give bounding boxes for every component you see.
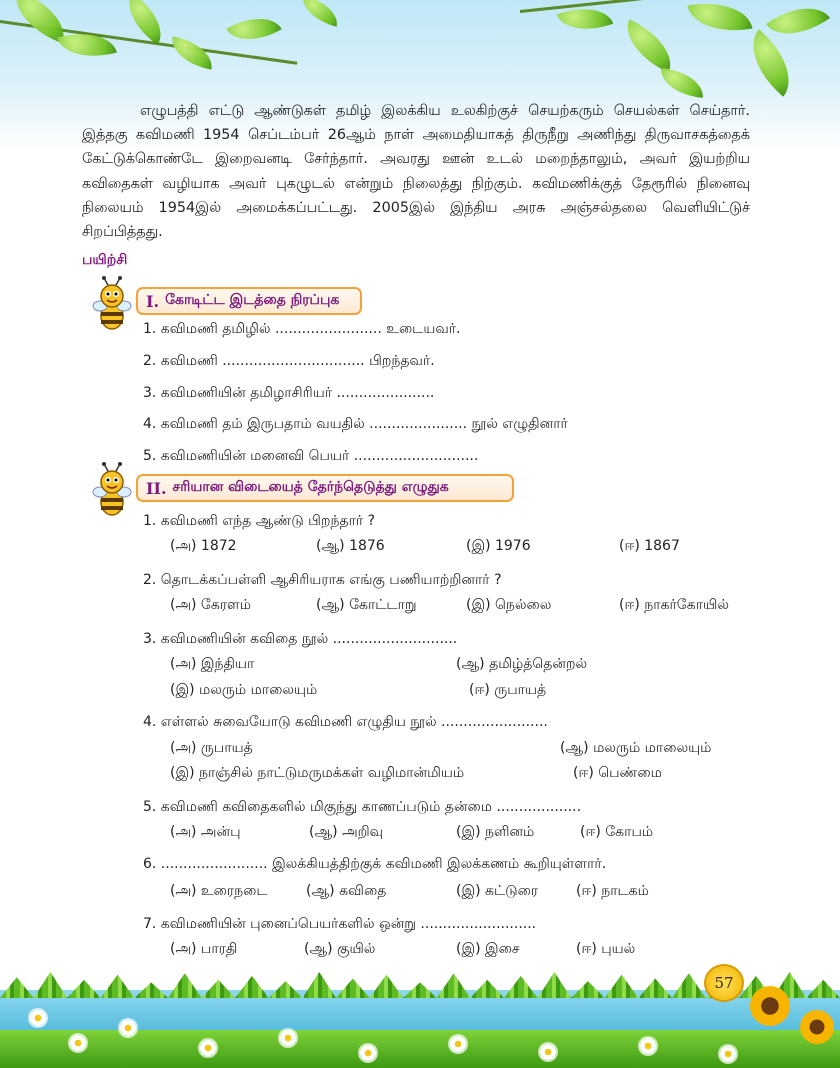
page-number: 57 <box>704 964 744 1002</box>
mcq-7-option-d: (ஈ) புயல் <box>576 941 636 957</box>
practice-title: பயிற்சி <box>82 252 128 268</box>
daisy-icon <box>540 1044 556 1060</box>
mcq-question-6: 6. ........................ இலக்கியத்திற்குக் கவிமணி இலக்கணம் கூறியுள்ளார். <box>143 856 607 872</box>
section-1-number: I. <box>146 291 160 311</box>
mcq-4-option-b: (ஆ) மலரும் மாலையும் <box>560 740 712 756</box>
mcq-question-1: 1. கவிமணி எந்த ஆண்டு பிறந்தார் ? <box>143 513 376 529</box>
mcq-question-3: 3. கவிமணியின் கவிதை நூல் ............................ <box>143 631 458 647</box>
fill-blank-5: 5. கவிமணியின் மனைவி பெயர் ............................ <box>143 448 479 464</box>
mcq-3-option-c: (இ) மலரும் மாலையும் <box>170 682 318 698</box>
daisy-icon <box>360 1045 376 1061</box>
section-2-number: II. <box>146 478 167 498</box>
mcq-1-option-b: (ஆ) 1876 <box>316 538 385 554</box>
mcq-2-option-c: (இ) நெல்லை <box>466 597 552 613</box>
sunflower-icon <box>800 1010 834 1044</box>
fill-blank-1: 1. கவிமணி தமிழில் ........................ உடையவர். <box>143 321 461 337</box>
mcq-6-option-c: (இ) கட்டுரை <box>456 883 539 899</box>
sunflower-icon <box>750 986 790 1026</box>
mcq-4-option-d: (ஈ) பெண்மை <box>573 765 662 781</box>
mcq-2-option-d: (ஈ) நாகர்கோயில் <box>619 597 730 613</box>
section-1-title: கோடிட்ட இடத்தை நிரப்புக <box>165 292 340 308</box>
mcq-5-option-a: (அ) அன்பு <box>170 824 241 840</box>
mcq-1-option-d: (ஈ) 1867 <box>619 538 680 554</box>
mcq-6-option-a: (அ) உரைநடை <box>170 883 268 899</box>
paragraph-text: எழுபத்தி எட்டு ஆண்டுகள் தமிழ் இலக்கிய உலகிற்குச் செயற்கரும் செயல்கள் செய்தார். இத்தகு கவிமணி 1954 செப்டம்பர் 26ஆம் நாள் அமைதியாகத் திருநீறு அணிந்து திருவாசகத்தைக் கேட்டுக்கொண்டே இறைவனடி சேர்ந்தார். அவரது ஊன் உடல் மறைந்தாலும், அவர் இயற்றிய கவிதைகள் வழியாக அவர் புகழுடல் என்றும் நிலைத்து நிற்கும். கவிமணிக்குத் தேரூரில் நினைவு நிலையம் 1954இல் அமைக்கப்பட்டது. 2005இல் இந்திய அரசு அஞ்சல்தலை வெளியிட்டுச் சிறப்பித்தது. <box>82 103 750 241</box>
fill-blank-4: 4. கவிமணி தம் இருபதாம் வயதில் ...................... நூல் எழுதினார் <box>143 416 568 432</box>
intro-paragraph <box>82 99 750 244</box>
mcq-2-option-a: (அ) கேரளம் <box>170 597 251 613</box>
daisy-icon <box>70 1035 86 1051</box>
mcq-4-option-c: (இ) நாஞ்சில் நாட்டுமருமக்கள் வழிமான்மியம் <box>170 765 465 781</box>
daisy-icon <box>280 1030 296 1046</box>
mcq-7-option-a: (அ) பாரதி <box>170 941 238 957</box>
bee-mascot-icon <box>90 276 134 332</box>
mcq-4-option-a: (அ) ருபாயத் <box>170 740 253 756</box>
daisy-icon <box>120 1020 136 1036</box>
daisy-icon <box>640 1038 656 1054</box>
fill-blank-3: 3. கவிமணியின் தமிழாசிரியர் ...................... <box>143 385 435 401</box>
section-2-title: சரியான விடையைத் தேர்ந்தெடுத்து எழுதுக <box>172 479 449 495</box>
mcq-5-option-d: (ஈ) கோபம் <box>580 824 654 840</box>
daisy-icon <box>200 1040 216 1056</box>
mcq-question-2: 2. தொடக்கப்பள்ளி ஆசிரியராக எங்கு பணியாற்றினார் ? <box>143 572 502 588</box>
mcq-5-option-b: (ஆ) அறிவு <box>309 824 384 840</box>
mcq-3-option-d: (ஈ) ருபாயத் <box>469 682 547 698</box>
mcq-1-option-c: (இ) 1976 <box>466 538 531 554</box>
section-1-heading <box>136 287 362 315</box>
mcq-6-option-b: (ஆ) கவிதை <box>306 883 387 899</box>
mcq-5-option-c: (இ) நளினம் <box>456 824 535 840</box>
mcq-question-5: 5. கவிமணி கவிதைகளில் மிகுந்து காணப்படும் தன்மை ................... <box>143 799 582 815</box>
bee-mascot-icon <box>90 462 134 518</box>
daisy-icon <box>720 1046 736 1062</box>
mcq-2-option-b: (ஆ) கோட்டாறு <box>316 597 417 613</box>
daisy-icon <box>450 1036 466 1052</box>
mcq-question-7: 7. கவிமணியின் புனைப்பெயர்களில் ஒன்று .......................... <box>143 916 537 932</box>
mcq-3-option-a: (அ) இந்தியா <box>170 656 255 672</box>
mcq-1-option-a: (அ) 1872 <box>170 538 237 554</box>
mcq-7-option-b: (ஆ) குயில் <box>304 941 376 957</box>
daisy-icon <box>30 1010 46 1026</box>
mcq-3-option-b: (ஆ) தமிழ்த்தென்றல் <box>456 656 588 672</box>
mcq-7-option-c: (இ) இசை <box>456 941 520 957</box>
section-2-heading <box>136 474 514 502</box>
mcq-question-4: 4. எள்ளல் சுவையோடு கவிமணி எழுதிய நூல் ........................ <box>143 714 548 730</box>
fill-blank-2: 2. கவிமணி ................................ பிறந்தவர். <box>143 353 435 369</box>
mcq-6-option-d: (ஈ) நாடகம் <box>576 883 649 899</box>
